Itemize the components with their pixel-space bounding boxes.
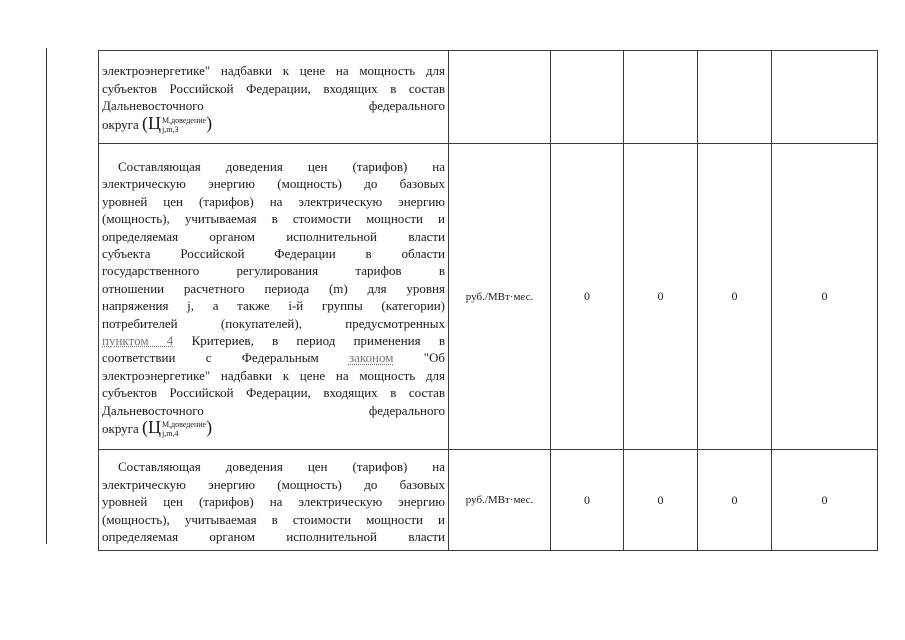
value-cell: 0: [624, 144, 698, 450]
text-line: потребителей (покупателей), предусмотренных: [102, 315, 445, 331]
text-line: субъектов Российской Федерации, входящих в состав: [102, 80, 445, 96]
page-margin-line: [46, 48, 47, 544]
description-text: [99, 60, 448, 133]
text-line: субъекта Российской Федерации в области: [102, 246, 445, 262]
text-line: (мощность), учитываемая в стоимости мощности и: [102, 211, 445, 227]
text-line: электрическую энергию (мощность) до базовых: [102, 176, 445, 192]
law-link[interactable]: законом: [348, 350, 394, 366]
text-fragment: округа: [102, 116, 139, 132]
value-cell: 0: [772, 450, 878, 551]
table-row: [99, 450, 878, 551]
text-line: (мощность), учитываемая в стоимости мощности и: [102, 511, 445, 527]
table-row: [99, 51, 878, 144]
text-line: Дальневосточного федерального: [102, 98, 445, 114]
value-cell: 0: [551, 450, 624, 551]
criteria-link[interactable]: пунктом 4: [102, 333, 174, 349]
value-cell: [551, 51, 624, 144]
text-line: Дальневосточного федерального: [102, 402, 445, 418]
value-cell: 0: [698, 144, 772, 450]
formula-indices: [162, 420, 206, 438]
text-line: Составляющая доведения цен (тарифов) на: [118, 459, 445, 475]
description-text: [99, 155, 448, 438]
unit-cell: руб./МВт·мес.: [449, 450, 551, 551]
description-cell: [99, 51, 449, 144]
text-line: [102, 112, 445, 134]
text-line: уровней цен (тарифов) на электрическую энергию: [102, 494, 445, 510]
value-cell: 0: [551, 144, 624, 450]
text-line: [102, 349, 445, 366]
tariff-table: [98, 50, 878, 551]
text-line: определяемая органом исполнительной власти: [102, 228, 445, 244]
value-cell: 0: [772, 144, 878, 450]
text-line: напряжения j, а также i-й группы (категории): [102, 298, 445, 314]
value-cell: [772, 51, 878, 144]
value-cell: 0: [624, 450, 698, 551]
text-fragment: соответствии с Федеральным: [102, 350, 319, 366]
text-line: определяемая органом исполнительной власти: [102, 529, 445, 545]
text-line: [102, 419, 445, 438]
formula-indices: [162, 116, 206, 134]
value-cell: [698, 51, 772, 144]
formula: (ЦМ,доведение j,m,4 ): [142, 417, 213, 438]
text-line: [102, 332, 445, 349]
value-cell: 0: [698, 450, 772, 551]
text-line: субъектов Российской Федерации, входящих в состав: [102, 385, 445, 401]
unit-cell: [449, 51, 551, 144]
text-fragment: Критериев, в период применения в: [191, 333, 445, 349]
unit-cell: руб./МВт·мес.: [449, 144, 551, 450]
text-line: электроэнергетике" надбавки к цене на мощность для: [102, 63, 445, 79]
description-cell: [99, 144, 449, 450]
text-line: государственного регулирования тарифов в: [102, 263, 445, 279]
text-line: электроэнергетике" надбавки к цене на мощность для: [102, 367, 445, 383]
text-line: электрическую энергию (мощность) до базовых: [102, 476, 445, 492]
description-text: [99, 454, 448, 545]
table-row: [99, 144, 878, 450]
formula: (ЦМ,доведение j,m,3 ): [142, 112, 213, 134]
formula-subscript: j,m,4: [162, 428, 179, 438]
text-line: Составляющая доведения цен (тарифов) на: [118, 159, 445, 175]
text-fragment: "Об: [423, 350, 446, 366]
formula-superscript: М,доведение: [162, 115, 207, 125]
formula-subscript: j,m,3: [162, 124, 179, 134]
formula-symbol: Ц: [148, 417, 161, 438]
text-line: отношении расчетного периода (m) для уровня: [102, 280, 445, 296]
value-cell: [624, 51, 698, 144]
text-line: уровней цен (тарифов) на электрическую энергию: [102, 193, 445, 209]
description-cell: [99, 450, 449, 551]
formula-superscript: М,доведение: [162, 419, 207, 429]
text-fragment: округа: [102, 421, 139, 437]
formula-symbol: Ц: [148, 112, 161, 133]
